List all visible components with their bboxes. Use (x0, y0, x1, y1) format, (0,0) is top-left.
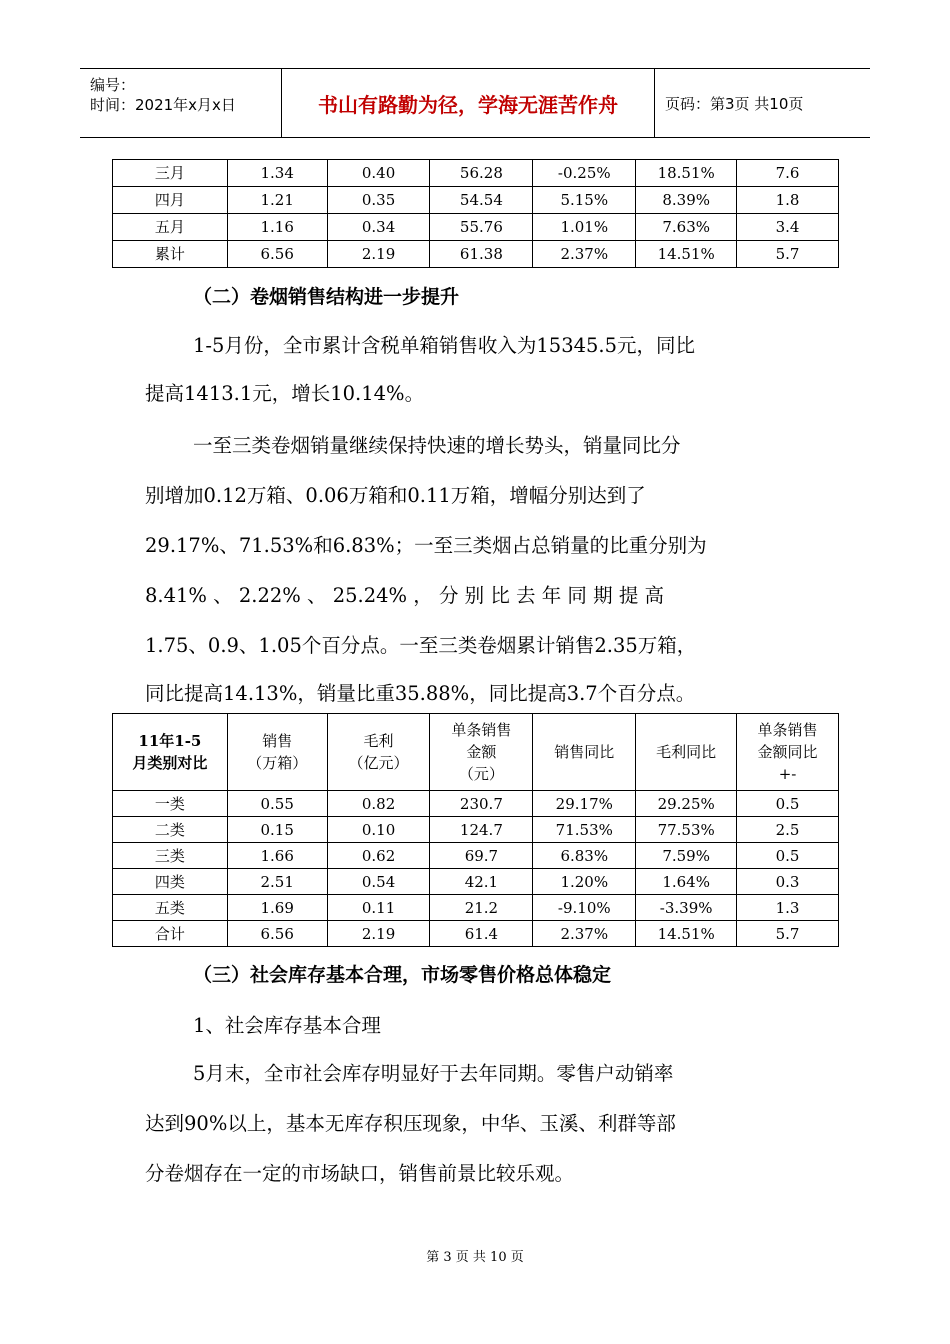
table-cell: 0.82 (327, 791, 430, 817)
monthly-sales-table (112, 159, 839, 268)
table-cell: 1.16 (227, 214, 327, 241)
table-cell: 7.6 (737, 160, 839, 187)
table-cell: 0.55 (227, 791, 327, 817)
table-cell: 二类 (113, 817, 228, 843)
header-motto: 书山有路勤为径，学海无涯苦作舟 (281, 69, 655, 137)
table-cell: 0.40 (327, 160, 430, 187)
table-cell: 77.53% (636, 817, 737, 843)
table-cell: 2.5 (737, 817, 839, 843)
table-row (113, 921, 839, 947)
table-cell: 四月 (113, 187, 228, 214)
table-cell: 6.83% (533, 843, 636, 869)
table-cell: 3.4 (737, 214, 839, 241)
table-cell: 1.8 (737, 187, 839, 214)
table-cell: 0.54 (327, 869, 430, 895)
header-page-label: 页码：第3页 共10页 (665, 94, 804, 113)
section2-line-2: 提高1413.1元，增长10.14%。 (145, 382, 425, 405)
table-cell: 1.20% (533, 869, 636, 895)
table-row (113, 791, 839, 817)
table-cell: 三月 (113, 160, 228, 187)
table-header-cell: 单条销售 金额同比 +- (737, 714, 839, 791)
table-cell: 1.66 (227, 843, 327, 869)
table-cell: 0.10 (327, 817, 430, 843)
category-comparison-table (112, 713, 839, 947)
table-cell: 1.01% (533, 214, 636, 241)
table-cell: 五月 (113, 214, 228, 241)
table-cell: 14.51% (636, 241, 737, 268)
page-header (80, 68, 870, 138)
table-header-row (113, 714, 839, 791)
table-header-cell: 销售同比 (533, 714, 636, 791)
table-row (113, 895, 839, 921)
table-row (113, 817, 839, 843)
table-header-cell: 毛利同比 (636, 714, 737, 791)
table-cell: 0.35 (327, 187, 430, 214)
table-cell: 1.21 (227, 187, 327, 214)
table-cell: 61.4 (430, 921, 533, 947)
serial-label: 编号： (90, 76, 136, 94)
section2-line-3: 一至三类卷烟销量继续保持快速的增长势头，销量同比分 (193, 434, 681, 457)
table-cell: 0.5 (737, 791, 839, 817)
table-cell: 6.56 (227, 241, 327, 268)
table-row (113, 843, 839, 869)
header-meta (90, 75, 236, 115)
table-cell: 三类 (113, 843, 228, 869)
table-header-cell: 11年1-5 月类别对比 (113, 714, 228, 791)
table-cell: 五类 (113, 895, 228, 921)
table-cell: 2.51 (227, 869, 327, 895)
table-cell: 7.63% (636, 214, 737, 241)
table-cell: 一类 (113, 791, 228, 817)
table-cell: 69.7 (430, 843, 533, 869)
table-header-cell: 销售 （万箱） (227, 714, 327, 791)
table-cell: 四类 (113, 869, 228, 895)
table-cell: 0.34 (327, 214, 430, 241)
table-cell: 5.7 (737, 921, 839, 947)
table-cell: 18.51% (636, 160, 737, 187)
section3-heading: （三）社会库存基本合理，市场零售价格总体稳定 (193, 964, 612, 986)
table-cell: 29.25% (636, 791, 737, 817)
table-cell: 21.2 (430, 895, 533, 921)
table-cell: 124.7 (430, 817, 533, 843)
table-cell: 0.11 (327, 895, 430, 921)
table-cell: 230.7 (430, 791, 533, 817)
table-header-cell: 单条销售 金额 （元） (430, 714, 533, 791)
table-header-cell: 毛利 （亿元） (327, 714, 430, 791)
table-cell: 5.7 (737, 241, 839, 268)
table-cell: 56.28 (430, 160, 533, 187)
section2-line-1: 1-5月份，全市累计含税单箱销售收入为15345.5元，同比 (193, 334, 696, 357)
table-row (113, 241, 839, 268)
table-cell: 61.38 (430, 241, 533, 268)
section2-line-5: 29.17%、71.53%和6.83%；一至三类烟占总销量的比重分别为 (145, 534, 707, 557)
table-cell: 7.59% (636, 843, 737, 869)
table-cell: 71.53% (533, 817, 636, 843)
table-row (113, 160, 839, 187)
table-cell: 5.15% (533, 187, 636, 214)
section3-line-2: 达到90%以上，基本无库存积压现象，中华、玉溪、利群等部 (145, 1112, 676, 1135)
table-cell: -3.39% (636, 895, 737, 921)
section2-line-8: 同比提高14.13%，销量比重35.88%，同比提高3.7个百分点。 (145, 682, 696, 705)
table-cell: 6.56 (227, 921, 327, 947)
table-cell: 累计 (113, 241, 228, 268)
table-cell: 0.15 (227, 817, 327, 843)
table-cell: 1.64% (636, 869, 737, 895)
table-cell: 0.5 (737, 843, 839, 869)
table-cell: 1.3 (737, 895, 839, 921)
section3-line-3: 分卷烟存在一定的市场缺口，销售前景比较乐观。 (145, 1162, 575, 1185)
table-cell: 29.17% (533, 791, 636, 817)
table-cell: 54.54 (430, 187, 533, 214)
table-cell: 合计 (113, 921, 228, 947)
table-cell: 55.76 (430, 214, 533, 241)
table-cell: 0.62 (327, 843, 430, 869)
page-footer: 第 3 页 共 10 页 (426, 1250, 524, 1265)
section2-line-7: 1.75、0.9、1.05个百分点。一至三类卷烟累计销售2.35万箱， (145, 634, 697, 657)
table-cell: -9.10% (533, 895, 636, 921)
table-cell: 2.37% (533, 241, 636, 268)
table-row (113, 869, 839, 895)
section2-heading: （二）卷烟销售结构进一步提升 (193, 286, 460, 308)
table-cell: 42.1 (430, 869, 533, 895)
table-cell: 0.3 (737, 869, 839, 895)
section2-line-4: 别增加0.12万箱、0.06万箱和0.11万箱，增幅分别达到了 (145, 484, 646, 507)
table-row (113, 214, 839, 241)
table-row (113, 187, 839, 214)
table-cell: 1.69 (227, 895, 327, 921)
table-cell: 1.34 (227, 160, 327, 187)
section3-line-1: 5月末，全市社会库存明显好于去年同期。零售户动销率 (193, 1062, 674, 1085)
table-cell: 2.37% (533, 921, 636, 947)
table-cell: 2.19 (327, 921, 430, 947)
table-cell: 14.51% (636, 921, 737, 947)
table-cell: 8.39% (636, 187, 737, 214)
table-cell: 2.19 (327, 241, 430, 268)
section3-subheading: 1、社会库存基本合理 (193, 1014, 381, 1037)
table-cell: -0.25% (533, 160, 636, 187)
section2-line-6: 8.41% 、 2.22% 、 25.24% ， 分 别 比 去 年 同 期 提 高 (145, 584, 665, 607)
date-label: 时间：2021年x月x日 (90, 96, 236, 114)
